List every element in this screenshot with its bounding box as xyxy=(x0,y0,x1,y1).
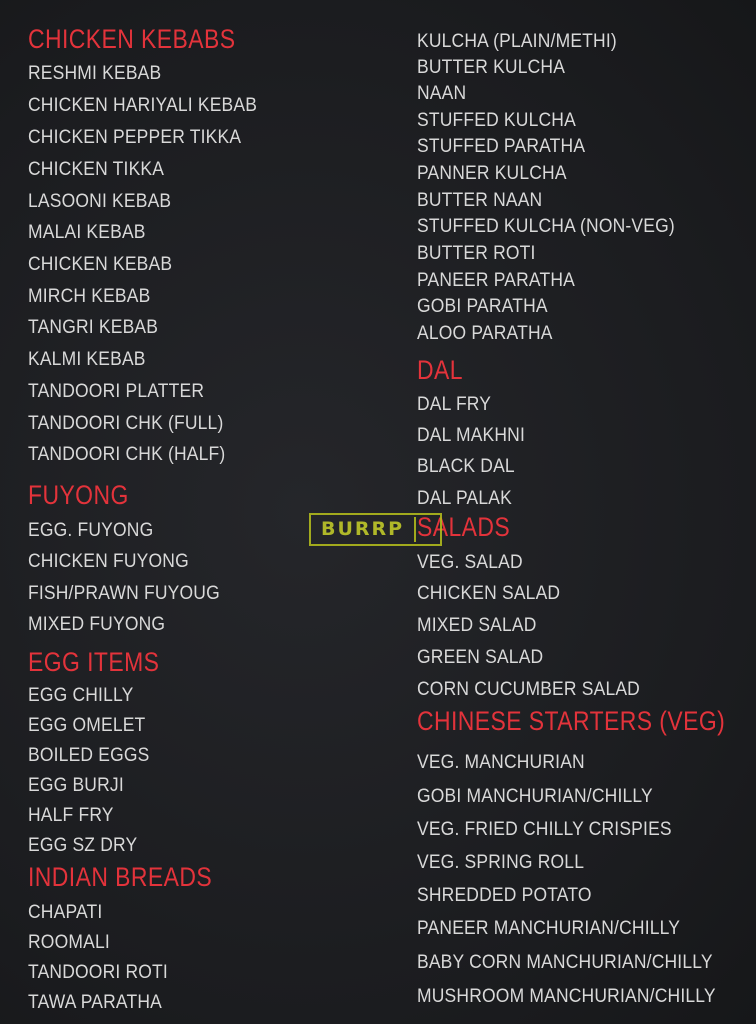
menu-item: PANEER PARATHA xyxy=(417,270,575,291)
menu-item: PANNER KULCHA xyxy=(417,163,567,184)
menu-item: FISH/PRAWN FUYOUG xyxy=(28,583,220,604)
menu-item: MALAI KEBAB xyxy=(28,222,146,243)
menu-item: TANGRI KEBAB xyxy=(28,317,159,338)
menu-item: PANEER MANCHURIAN/CHILLY xyxy=(417,918,681,939)
menu-item: BUTTER KULCHA xyxy=(417,57,566,78)
menu-item: EGG BURJI xyxy=(28,775,124,796)
burrp-watermark xyxy=(309,513,442,546)
menu-item: LASOONI KEBAB xyxy=(28,191,172,212)
menu-item: GREEN SALAD xyxy=(417,647,544,668)
menu-item: BLACK DAL xyxy=(417,456,515,477)
menu-item: VEG. MANCHURIAN xyxy=(417,752,585,773)
menu-item: TANDOORI PLATTER xyxy=(28,381,205,402)
menu-item: CHICKEN HARIYALI KEBAB xyxy=(28,95,258,116)
menu-item: DAL MAKHNI xyxy=(417,425,526,446)
section-heading: EGG ITEMS xyxy=(28,647,160,677)
menu-item: CHICKEN KEBAB xyxy=(28,254,173,275)
menu-item: GOBI MANCHURIAN/CHILLY xyxy=(417,786,653,807)
menu-item: EGG CHILLY xyxy=(28,685,134,706)
menu-item: KALMI KEBAB xyxy=(28,349,146,370)
menu-item: VEG. FRIED CHILLY CRISPIES xyxy=(417,819,672,840)
menu-item: TANDOORI ROTI xyxy=(28,962,168,983)
watermark-divider xyxy=(414,517,416,542)
menu-item: TANDOORI CHK (HALF) xyxy=(28,444,226,465)
section-heading: FUYONG xyxy=(28,480,129,510)
menu-item: MIRCH KEBAB xyxy=(28,286,151,307)
menu-item: VEG. SPRING ROLL xyxy=(417,852,585,873)
menu-item: HALF FRY xyxy=(28,805,114,826)
menu-item: BABY CORN MANCHURIAN/CHILLY xyxy=(417,952,713,973)
menu-item: KULCHA (PLAIN/METHI) xyxy=(417,31,617,52)
menu-item: CHICKEN FUYONG xyxy=(28,551,189,572)
section-heading: DAL xyxy=(417,355,463,385)
menu-item: ROOMALI xyxy=(28,932,110,953)
menu-item: GOBI PARATHA xyxy=(417,296,548,317)
menu-item: BUTTER NAAN xyxy=(417,190,543,211)
menu-item: STUFFED PARATHA xyxy=(417,136,586,157)
section-heading: CHICKEN KEBABS xyxy=(28,24,236,54)
menu-item: ALOO PARATHA xyxy=(417,323,553,344)
menu-item: MIXED FUYONG xyxy=(28,614,166,635)
menu-item: RESHMI KEBAB xyxy=(28,63,162,84)
section-heading: CHINESE STARTERS (VEG) xyxy=(417,706,726,736)
watermark-text: BURRP xyxy=(321,518,405,540)
menu-item: TANDOORI CHK (FULL) xyxy=(28,413,224,434)
menu-item: DAL FRY xyxy=(417,394,492,415)
menu-item: BOILED EGGS xyxy=(28,745,150,766)
menu-item: CHAPATI xyxy=(28,902,103,923)
menu-item: STUFFED KULCHA (NON-VEG) xyxy=(417,216,675,237)
menu-item: MIXED SALAD xyxy=(417,615,537,636)
menu-item: CHICKEN SALAD xyxy=(417,583,561,604)
menu-item: NAAN xyxy=(417,83,467,104)
section-heading: INDIAN BREADS xyxy=(28,862,213,892)
menu-item: CHICKEN TIKKA xyxy=(28,159,165,180)
menu-item: DAL PALAK xyxy=(417,488,512,509)
section-heading: SALADS xyxy=(417,512,511,542)
menu-item: EGG. FUYONG xyxy=(28,520,154,541)
menu-item: STUFFED KULCHA xyxy=(417,110,576,131)
menu-item: VEG. SALAD xyxy=(417,552,523,573)
menu-item: CORN CUCUMBER SALAD xyxy=(417,679,640,700)
menu-item: BUTTER ROTI xyxy=(417,243,536,264)
menu-item: EGG OMELET xyxy=(28,715,146,736)
menu-item: EGG SZ DRY xyxy=(28,835,138,856)
menu-item: CHICKEN PEPPER TIKKA xyxy=(28,127,242,148)
menu-item: TAWA PARATHA xyxy=(28,992,162,1013)
menu-item: SHREDDED POTATO xyxy=(417,885,592,906)
menu-item: MUSHROOM MANCHURIAN/CHILLY xyxy=(417,986,716,1007)
